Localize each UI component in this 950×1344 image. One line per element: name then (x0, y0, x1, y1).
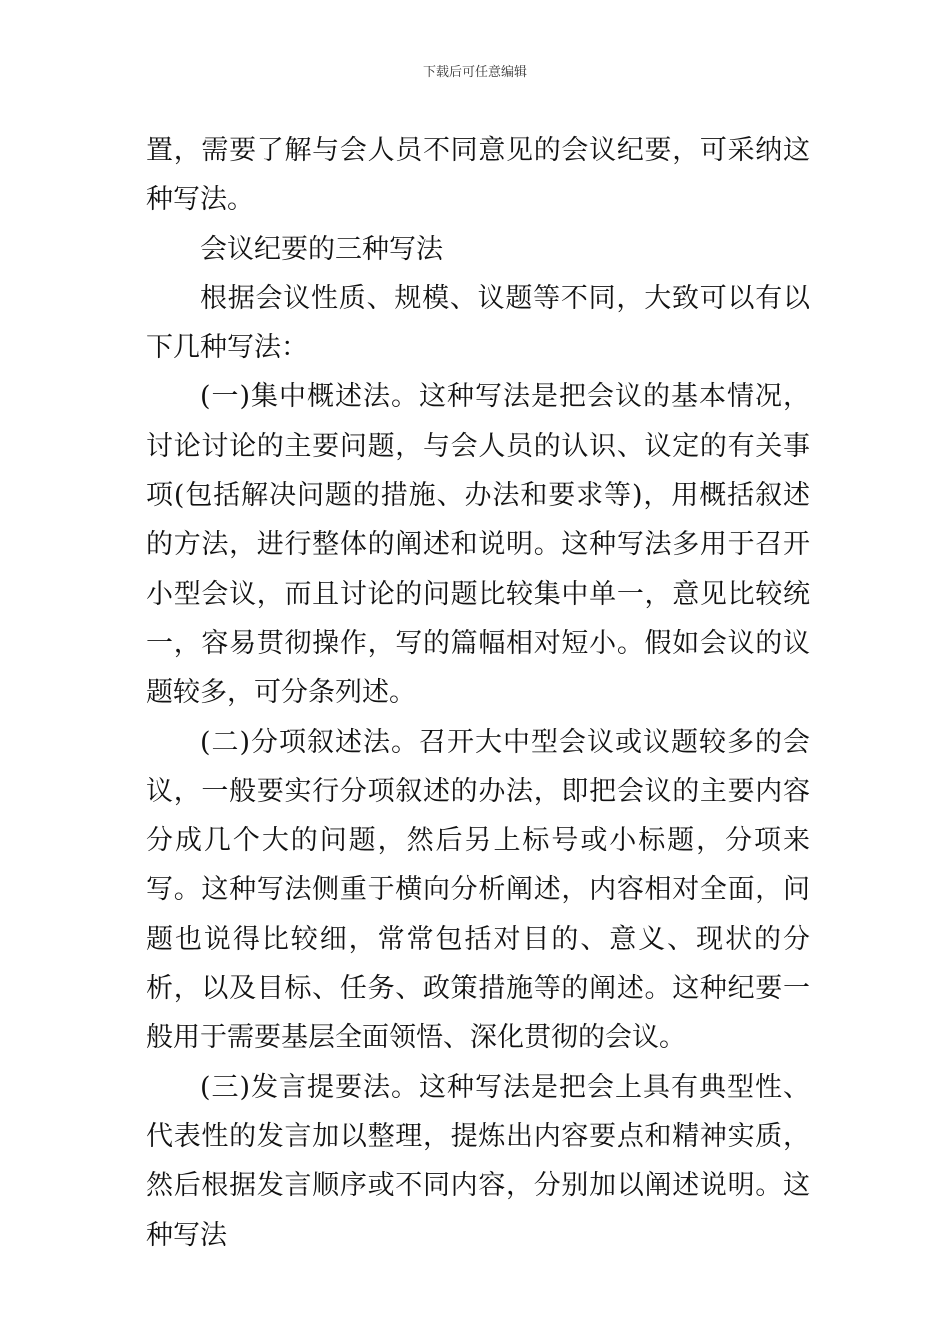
paragraph-continuation: 置，需要了解与会人员不同意见的会议纪要，可采纳这种写法。 (146, 135, 810, 216)
paragraph-method-2: (二)分项叙述法。召开大中型会议或议题较多的会议，一般要实行分项叙述的办法，即把会议的主要内容分成几个大的问题，然后另上标号或小标题，分项来写。这种写法侧重于横向分析阐述，内容相对全面，问题也说得比较细，常常包括对目的、意义、现状的分析，以及目标、任务、政策措施等的阐述。这种纪要一般用于需要基层全面领悟、深化贯彻的会议。 (146, 726, 810, 1054)
section-heading: 会议纪要的三种写法 (200, 233, 443, 265)
paragraph-method-1: (一)集中概述法。这种写法是把会议的基本情况，讨论讨论的主要问题，与会人员的认识、议定的有关事项(包括解决问题的措施、办法和要求等)，用概括叙述的方法，进行整体的阐述和说明。这种写法多用于召开小型会议，而且讨论的问题比较集中单一，意见比较统一，容易贯彻操作，写的篇幅相对短小。假如会议的议题较多，可分条列述。 (146, 381, 810, 709)
paragraph-intro: 根据会议性质、规模、议题等不同，大致可以有以下几种写法： (146, 282, 810, 364)
page-header-note: 下载后可任意编辑 (422, 65, 527, 80)
paragraph-method-3: (三)发言提要法。这种写法是把会上具有典型性、代表性的发言加以整理，提炼出内容要点和精神实质，然后根据发言顺序或不同内容，分别加以阐述说明。这种写法 (146, 1071, 810, 1251)
document-body (146, 126, 810, 1260)
